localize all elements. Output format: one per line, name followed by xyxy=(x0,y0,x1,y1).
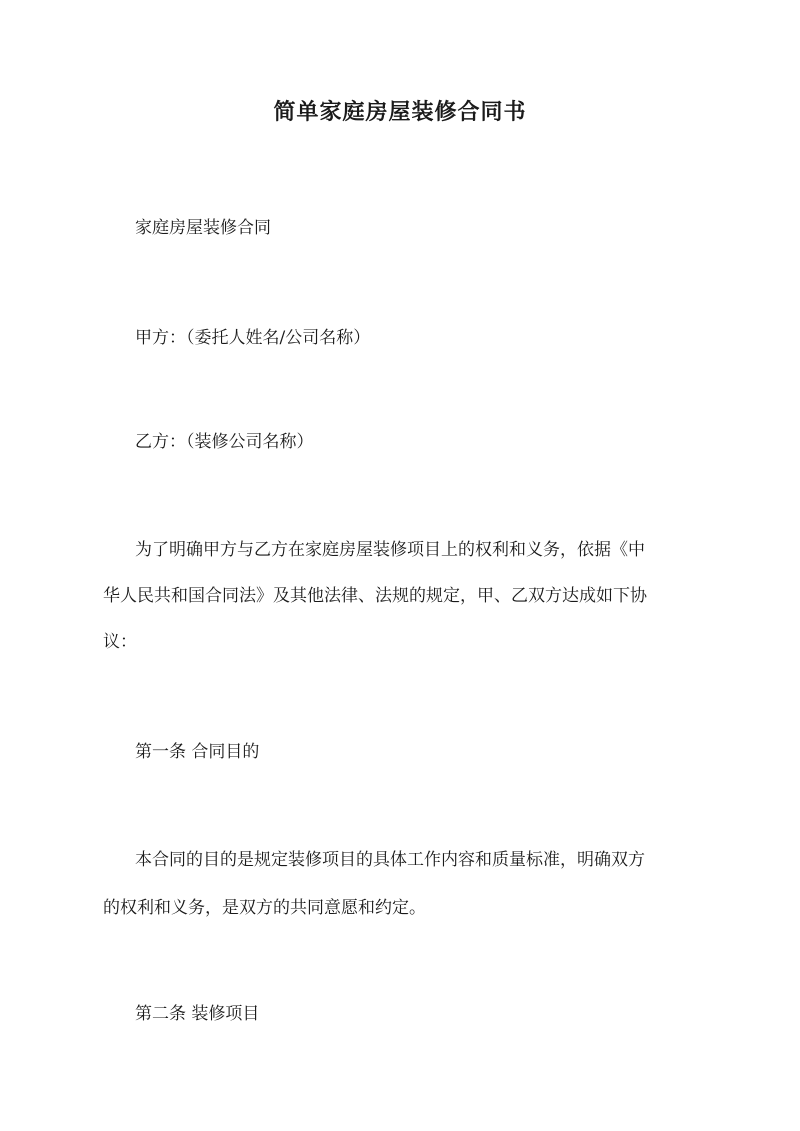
intro-paragraph-line-3: 议： xyxy=(103,632,137,652)
article-1-heading: 第一条 合同目的 xyxy=(135,742,260,762)
intro-paragraph-line-2: 华人民共和国合同法》及其他法律、法规的规定，甲、乙双方达成如下协 xyxy=(103,586,647,606)
document-subtitle: 家庭房屋装修合同 xyxy=(135,218,271,238)
party-b-line: 乙方：（装修公司名称） xyxy=(135,432,314,452)
intro-paragraph-line-1: 为了明确甲方与乙方在家庭房屋装修项目上的权利和义务，依据《中 xyxy=(135,540,645,560)
article-2-heading: 第二条 装修项目 xyxy=(135,1004,260,1024)
article-1-paragraph-line-1: 本合同的目的是规定装修项目的具体工作内容和质量标准，明确双方 xyxy=(135,850,645,870)
document-title: 简单家庭房屋装修合同书 xyxy=(273,99,527,125)
article-1-paragraph-line-2: 的权利和义务，是双方的共同意愿和约定。 xyxy=(103,898,426,918)
party-a-line: 甲方：（委托人姓名/公司名称） xyxy=(135,328,371,348)
